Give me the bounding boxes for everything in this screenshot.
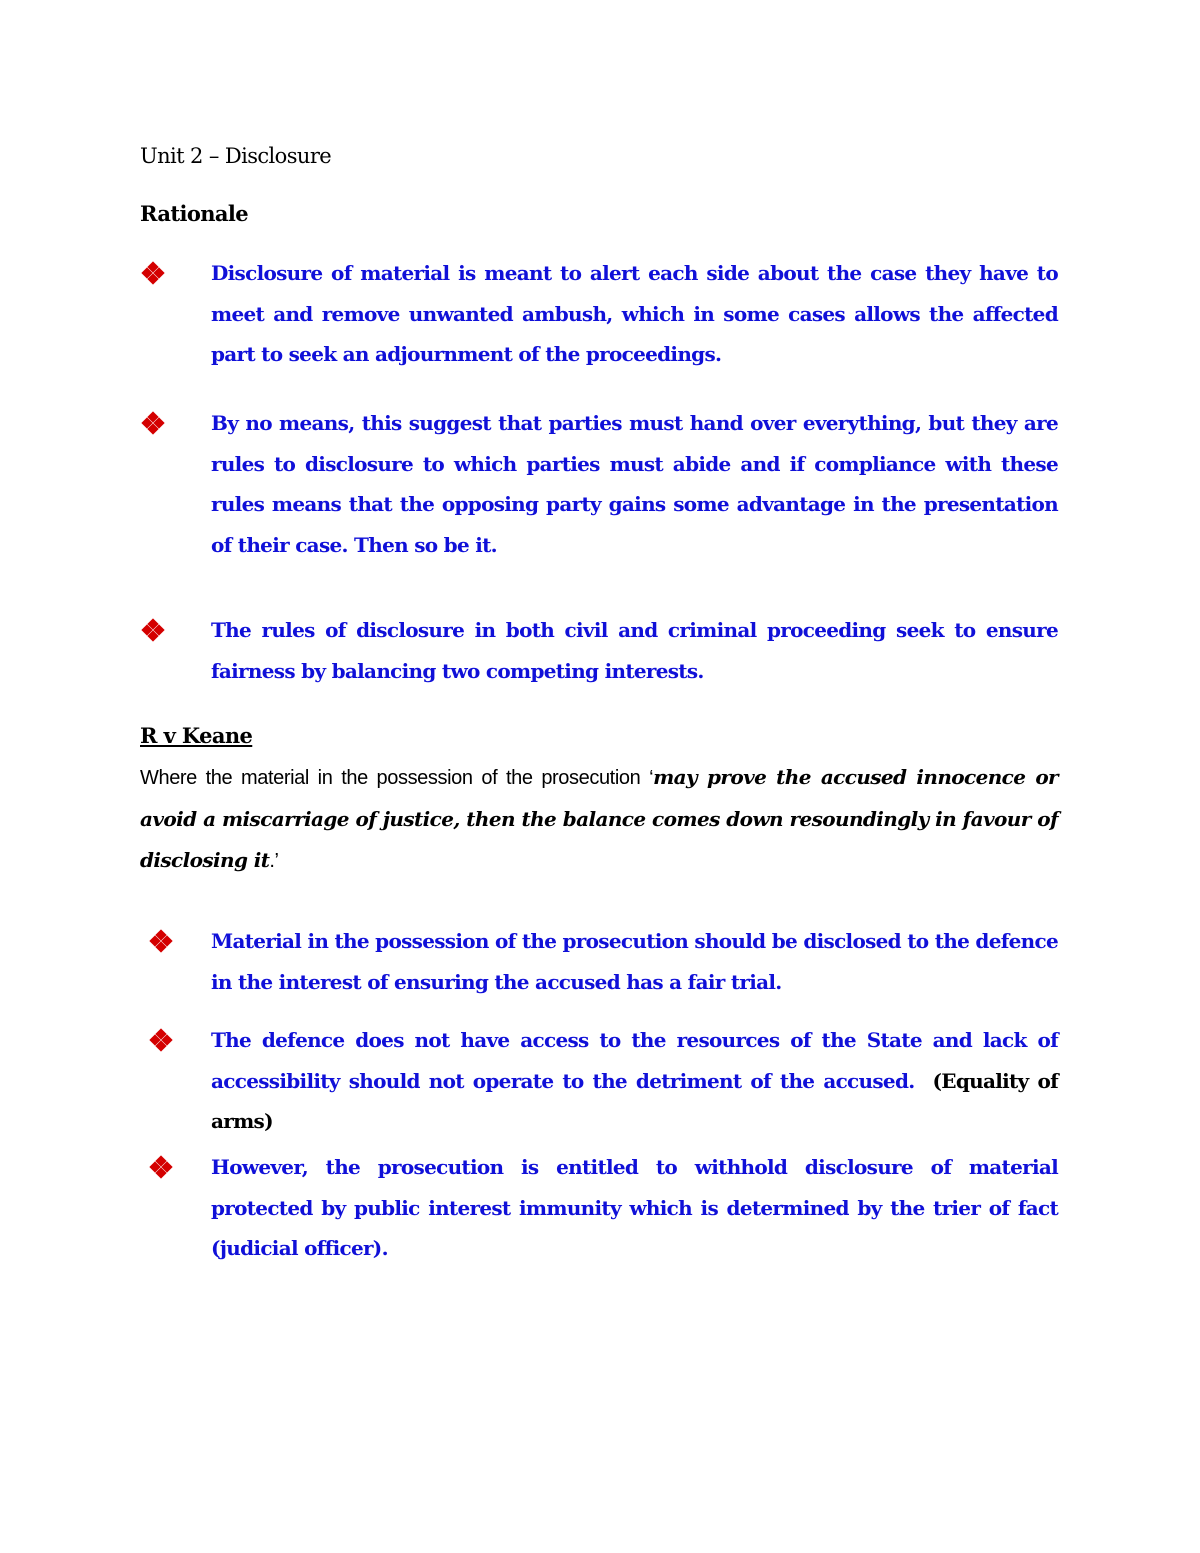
diamond-bullet-icon: [148, 1154, 174, 1180]
case-quote-lead: Where the material in the possession of the prosecution ‘: [140, 767, 654, 789]
case-quote: [140, 757, 1058, 882]
case-title: R v Keane: [140, 723, 253, 748]
diamond-bullet-icon: [140, 260, 166, 286]
case-point-main: The defence does not have access to the resources of the State and lack of accessibility should not operate to the detriment of the accused.: [211, 1028, 1058, 1093]
diamond-bullet-icon: [140, 617, 166, 643]
rationale-point-text: The rules of disclosure in both civil and criminal proceeding seek to ensure fairness by balancing two competing interests.: [211, 618, 1058, 683]
diamond-bullet-icon: [140, 410, 166, 436]
case-quote-end: .’: [269, 850, 279, 872]
document-title: Unit 2 – Disclosure: [140, 144, 332, 168]
final-point-text: However, the prosecution is entitled to withhold disclosure of material protected by public interest immunity which is determined by the trier of fact (judicial officer).: [211, 1155, 1058, 1260]
equality-of-arms-note: (Equality of arms): [211, 1068, 1058, 1133]
case-quote-body: may prove the accused innocence or avoid a miscarriage of justice, then the balance comes down resoundingly in favour of disclosing it: [140, 765, 1058, 872]
diamond-bullet-icon: [148, 1027, 174, 1053]
section-heading-rationale: Rationale: [140, 201, 249, 226]
rationale-point-text: Disclosure of material is meant to alert each side about the case they have to meet and remove unwanted ambush, which in some cases allows the affected part to seek an adjournment of the proceedings.: [211, 261, 1058, 366]
case-point-text: [211, 1020, 1058, 1142]
case-point-text: Material in the possession of the prosecution should be disclosed to the defence in the interest of ensuring the accused has a fair trial.: [211, 929, 1058, 994]
rationale-point-text: By no means, this suggest that parties must hand over everything, but they are rules to disclosure to which parties must abide and if compliance with these rules means that the opposing party gains some advantage in the presentation of their case. Then so be it.: [211, 411, 1058, 557]
diamond-bullet-icon: [148, 928, 174, 954]
